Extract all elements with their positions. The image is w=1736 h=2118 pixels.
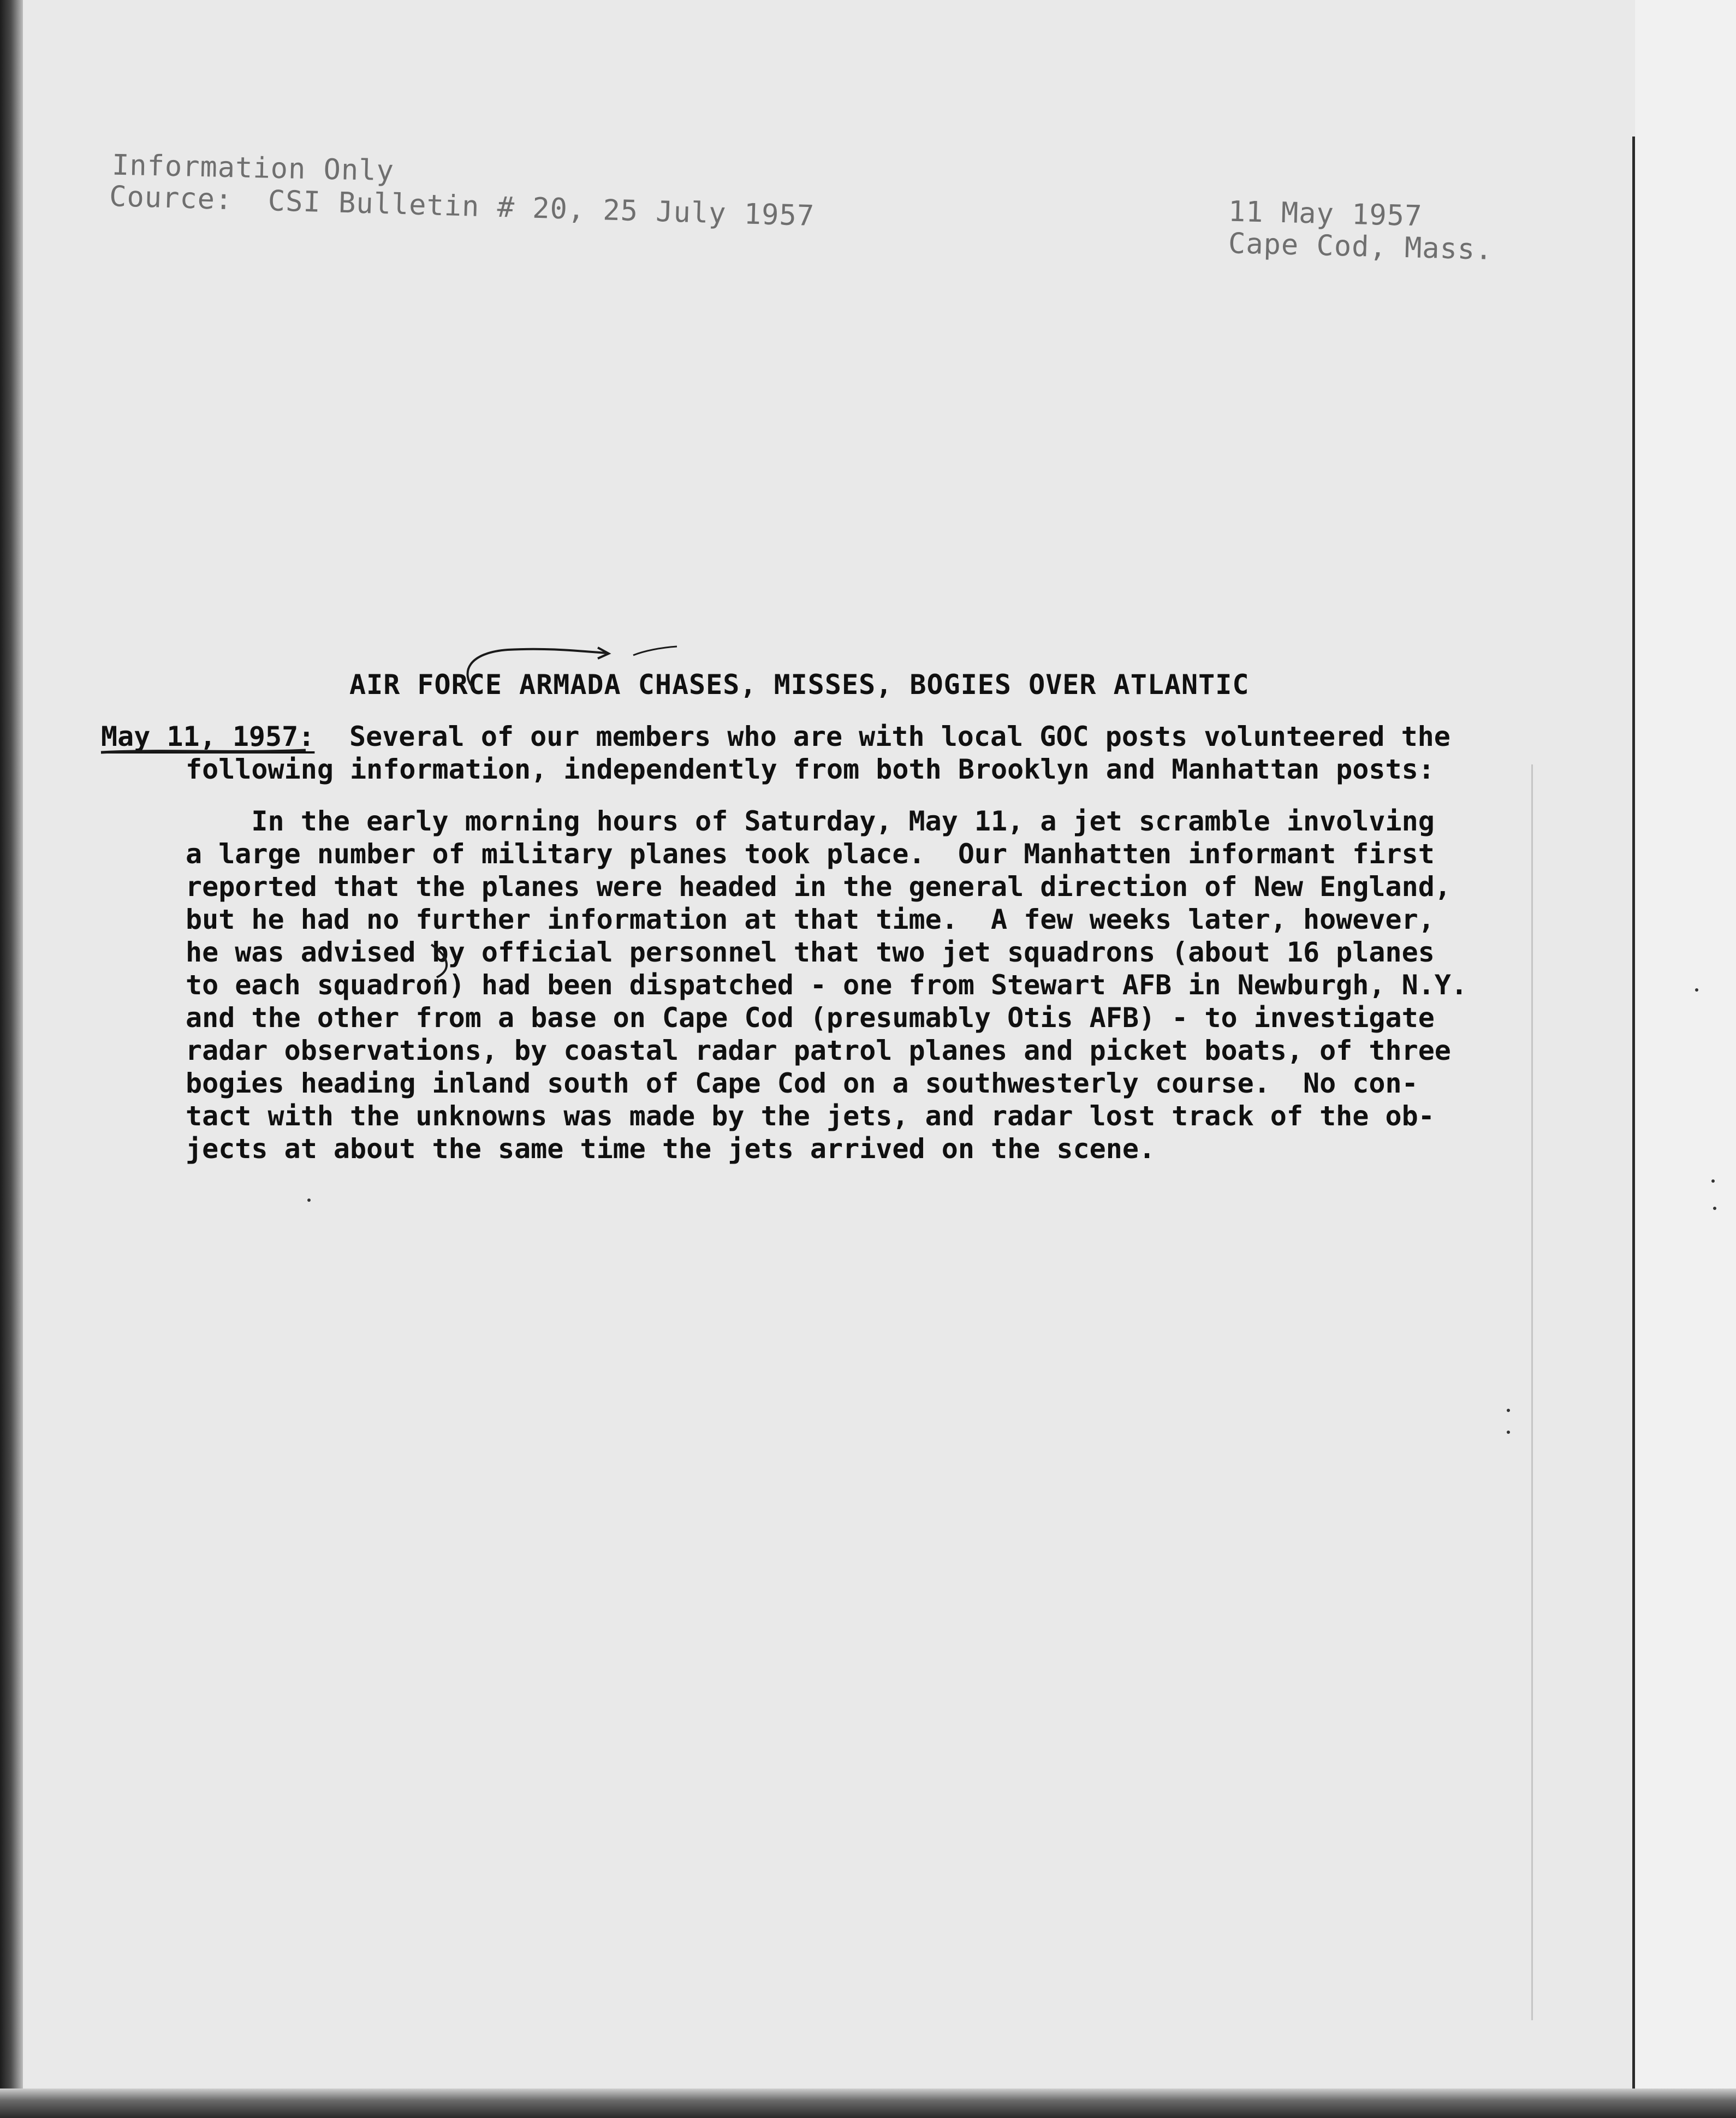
paragraph-line: he was advised by official personnel that two jet squadrons (about 16 planes [186, 936, 1435, 968]
paragraph-line: jects at about the same time the jets arrived on the scene. [186, 1133, 1156, 1165]
paragraph-line: tact with the unknowns was made by the jets, and radar lost track of the ob- [186, 1100, 1435, 1132]
speck [1507, 1409, 1510, 1412]
paragraph-line: and the other from a base on Cape Cod (presumably Otis AFB) - to investigate [186, 1002, 1435, 1034]
paragraph-line: reported that the planes were headed in the general direction of New England, [186, 871, 1451, 903]
speck [307, 1199, 311, 1202]
speck [1695, 988, 1698, 992]
film-edge-bottom [0, 2089, 1736, 2118]
paragraph-line: to each squadron) had been dispatched - one from Stewart AFB in Newburgh, N.Y. [186, 969, 1467, 1001]
info-only-label: Information Only [111, 149, 395, 188]
speck [1711, 1179, 1715, 1183]
report-location: Cape Cod, Mass. [1228, 227, 1494, 266]
intro-line: Several of our members who are with local GOC posts volunteered the [349, 721, 1450, 752]
report-date: 11 May 1957 [1228, 195, 1423, 233]
paragraph-line: but he had no further information at that time. A few weeks later, however, [186, 904, 1435, 935]
source-line: Cource: CSI Bulletin # 20, 25 July 1957 [109, 180, 815, 233]
paragraph-line: In the early morning hours of Saturday, May 11, a jet scramble involving [186, 805, 1435, 837]
headline: AIR FORCE ARMADA CHASES, MISSES, BOGIES OVER ATLANTIC [349, 669, 1250, 701]
intro-line: following information, independently from both Brooklyn and Manhattan posts: [186, 754, 1435, 785]
intro-date: May 11, 1957: [101, 721, 315, 752]
paragraph-line: radar observations, by coastal radar patrol planes and picket boats, of three [186, 1035, 1451, 1066]
paragraph-line: a large number of military planes took place. Our Manhatten informant first [186, 838, 1435, 870]
speck [1713, 1207, 1716, 1210]
speck [1507, 1431, 1510, 1434]
paragraph-line: bogies heading inland south of Cape Cod on a southwesterly course. No con- [186, 1067, 1418, 1099]
